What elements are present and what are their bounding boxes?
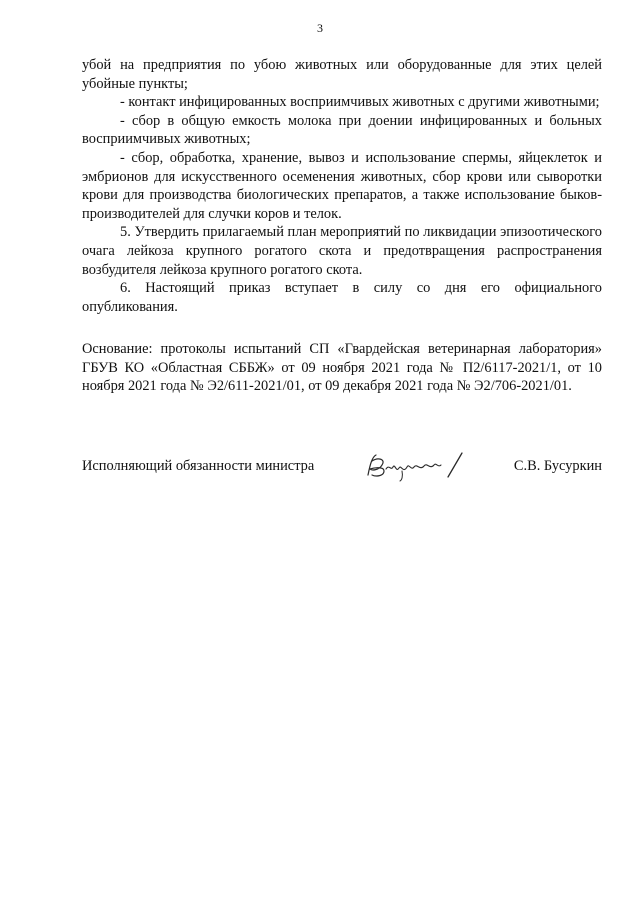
body-paragraph-item-5: 5. Утвердить прилагаемый план мероприятий по ликвидации эпизоотического очага лейкоза крупного рогатого скота и предотвращения распространения возбудителя лейкоза крупного рогатого скота. [82, 224, 602, 278]
basis-text: Основание: протоколы испытаний СП «Гвардейская ветеринарная лаборатория» ГБУВ КО «Областная СББЖ» от 09 ноября 2021 года № П2/6117-2021/1, от 10 ноября 2021 года № Э2/611-2021/01, от 09 декабря 2021 года № Э2/706-2021/01. [82, 341, 602, 395]
document-body [82, 56, 602, 316]
body-paragraph-contact: - контакт инфицированных восприимчивых животных с другими животными; [120, 94, 600, 111]
signature-block [82, 455, 602, 485]
basis-section [82, 340, 602, 396]
body-paragraph-milk: - сбор в общую емкость молока при доении инфицированных и больных восприимчивых животных; [82, 112, 602, 148]
signer-name: С.В. Бусуркин [513, 458, 602, 474]
body-paragraph-item-6: 6. Настоящий приказ вступает в силу со дня его официального опубликования. [82, 280, 602, 315]
signer-position: Исполняющий обязанности министра [82, 458, 315, 474]
body-paragraph-semen: - сбор, обработка, хранение, вывоз и использование спермы, яйцеклеток и эмбрионов для искусственного осеменения животных, сбор крови или сыворотки крови для производства биологических препаратов, а также использование быков-производителей для случки коров и телок. [82, 149, 602, 222]
page-number: 3 [317, 21, 323, 35]
handwritten-signature [362, 449, 472, 483]
body-paragraph-continuation: убой на предприятия по убою животных или оборудованные для этих целей убойные пункты; [82, 57, 602, 92]
